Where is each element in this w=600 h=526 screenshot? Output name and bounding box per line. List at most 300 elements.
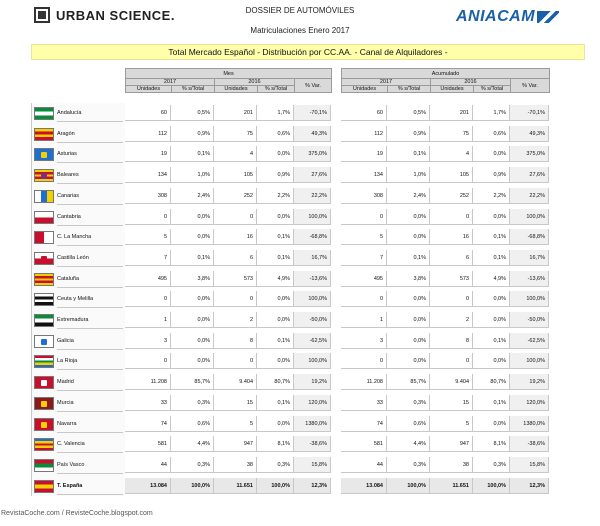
region-name: Aragón (57, 126, 123, 143)
acu-cell-ap16: 0,1% (473, 395, 510, 411)
mes-cells (125, 374, 331, 390)
mes-cell-u16: 4 (214, 146, 257, 162)
acu-cell-au16: 4 (430, 146, 473, 162)
region-name: Madrid (57, 374, 123, 391)
acu-year-2016: 2016 (431, 79, 511, 86)
table-row (0, 207, 600, 227)
acu-cell-au17: 581 (341, 436, 387, 452)
table-row (0, 414, 600, 434)
acu-cell-au16: 201 (430, 105, 473, 121)
region-name: Galicia (57, 333, 123, 350)
mes-cell-u17: 19 (125, 146, 171, 162)
panel-mes-title: Mes (126, 69, 332, 79)
acu-cell-au16: 11.651 (430, 478, 473, 494)
mes-cells (125, 105, 331, 121)
region-name: Navarra (57, 416, 123, 433)
mes-cell-p16: 80,7% (257, 374, 294, 390)
acu-cell-au17: 0 (341, 291, 387, 307)
table-row (0, 476, 600, 496)
acu-pct-2016-header: % s/Total (474, 86, 511, 93)
mes-cell-u16: 105 (214, 167, 257, 183)
acu-cell-au16: 38 (430, 457, 473, 473)
acu-cell-ap17: 85,7% (387, 374, 430, 390)
table-row (0, 455, 600, 475)
acu-cells (341, 353, 549, 369)
flag-emblem-icon (41, 422, 47, 428)
acu-cell-ap16: 0,1% (473, 229, 510, 245)
region-flag-icon (34, 293, 54, 306)
acu-cell-au16: 105 (430, 167, 473, 183)
acu-cell-au17: 60 (341, 105, 387, 121)
mes-cell-u16: 9.404 (214, 374, 257, 390)
acu-cells (341, 209, 549, 225)
table-row (0, 331, 600, 351)
mes-cells (125, 353, 331, 369)
acu-cell-ap16: 0,0% (473, 209, 510, 225)
mes-cells (125, 229, 331, 245)
acu-cell-au17: 0 (341, 209, 387, 225)
acu-cell-au17: 112 (341, 126, 387, 142)
mes-cell-u16: 6 (214, 250, 257, 266)
mes-cells (125, 436, 331, 452)
region-flag-icon (34, 190, 54, 203)
acu-cell-ap17: 0,0% (387, 353, 430, 369)
acu-cell-ap16: 8,1% (473, 436, 510, 452)
region-flag-icon (34, 252, 54, 265)
mes-cell-p17: 0,1% (171, 250, 214, 266)
acu-cell-au17: 308 (341, 188, 387, 204)
acu-pct-2017-header: % s/Total (388, 86, 431, 93)
region-name: C. La Mancha (57, 229, 123, 246)
acu-cells (341, 374, 549, 390)
mes-cell-u16: 8 (214, 333, 257, 349)
acu-cell-ap16: 0,0% (473, 353, 510, 369)
acu-cell-au16: 0 (430, 291, 473, 307)
region-name: Castilla León (57, 250, 123, 267)
mes-cell-p16: 0,0% (257, 312, 294, 328)
table-row (0, 186, 600, 206)
region-name: T. España (57, 478, 123, 495)
mes-cell-u16: 0 (214, 353, 257, 369)
mes-cell-p16: 0,1% (257, 229, 294, 245)
panel-mes-header (125, 68, 331, 93)
acu-cell-avar: -50,0% (510, 312, 549, 328)
mes-cell-u16: 11.651 (214, 478, 257, 494)
acu-cell-ap17: 0,3% (387, 457, 430, 473)
mes-cell-u17: 1 (125, 312, 171, 328)
acu-cell-avar: 19,2% (510, 374, 549, 390)
acu-cell-avar: 27,6% (510, 167, 549, 183)
region-name: Baleares (57, 167, 123, 184)
acu-cell-ap17: 0,9% (387, 126, 430, 142)
mes-cell-var: 100,0% (294, 209, 331, 225)
mes-cell-u17: 3 (125, 333, 171, 349)
acu-cell-au16: 8 (430, 333, 473, 349)
acu-cell-ap16: 0,0% (473, 291, 510, 307)
acu-cell-ap17: 0,0% (387, 333, 430, 349)
flag-emblem-icon (41, 256, 47, 262)
mes-cell-p17: 0,1% (171, 146, 214, 162)
acu-cell-au16: 947 (430, 436, 473, 452)
mes-cell-p17: 85,7% (171, 374, 214, 390)
acu-cells (341, 229, 549, 245)
acu-cell-avar: 100,0% (510, 291, 549, 307)
mes-cell-p16: 0,1% (257, 333, 294, 349)
flag-emblem-icon (41, 152, 47, 158)
mes-cell-var: -62,5% (294, 333, 331, 349)
mes-unidades-2017-header: Unidades (126, 86, 172, 93)
mes-cell-var: 1380,0% (294, 416, 331, 432)
mes-cell-var: 120,0% (294, 395, 331, 411)
acu-cell-ap17: 0,0% (387, 312, 430, 328)
region-flag-icon (34, 335, 54, 348)
acu-cell-au17: 19 (341, 146, 387, 162)
acu-cells (341, 478, 549, 494)
mes-cell-p16: 0,0% (257, 416, 294, 432)
mes-cell-p16: 2,2% (257, 188, 294, 204)
acu-cell-ap17: 3,8% (387, 271, 430, 287)
acu-cells (341, 395, 549, 411)
acu-cell-au16: 0 (430, 209, 473, 225)
mes-cell-p16: 0,0% (257, 291, 294, 307)
acu-cell-ap17: 100,0% (387, 478, 430, 494)
acu-cell-avar: 120,0% (510, 395, 549, 411)
table-row (0, 144, 600, 164)
acu-cell-au16: 252 (430, 188, 473, 204)
mes-cell-p17: 100,0% (171, 478, 214, 494)
mes-cell-u16: 16 (214, 229, 257, 245)
acu-cell-au17: 13.084 (341, 478, 387, 494)
acu-cells (341, 271, 549, 287)
acu-cell-ap16: 1,7% (473, 105, 510, 121)
acu-cell-au16: 6 (430, 250, 473, 266)
region-flag-icon (34, 480, 54, 493)
table-row (0, 434, 600, 454)
mes-cell-p16: 4,9% (257, 271, 294, 287)
region-flag-icon (34, 148, 54, 161)
acu-cells (341, 291, 549, 307)
acu-cell-avar: -70,1% (510, 105, 549, 121)
mes-cell-var: -70,1% (294, 105, 331, 121)
mes-cell-p16: 0,1% (257, 395, 294, 411)
mes-cell-var: 100,0% (294, 353, 331, 369)
region-flag-icon (34, 438, 54, 451)
region-flag-icon (34, 459, 54, 472)
mes-cell-u16: 0 (214, 209, 257, 225)
region-flag-icon (34, 128, 54, 141)
acu-cell-au16: 0 (430, 353, 473, 369)
mes-cell-p16: 0,9% (257, 167, 294, 183)
mes-cell-u16: 201 (214, 105, 257, 121)
mes-cell-u17: 0 (125, 353, 171, 369)
mes-cells (125, 416, 331, 432)
region-name: Murcia (57, 395, 123, 412)
acu-cell-avar: -68,8% (510, 229, 549, 245)
region-name: Canarias (57, 188, 123, 205)
acu-cell-au17: 1 (341, 312, 387, 328)
region-flag-icon (34, 418, 54, 431)
acu-cell-au17: 7 (341, 250, 387, 266)
mes-cell-var: 375,0% (294, 146, 331, 162)
mes-cells (125, 291, 331, 307)
acu-cell-avar: 22,2% (510, 188, 549, 204)
mes-cells (125, 188, 331, 204)
mes-cell-p17: 0,0% (171, 229, 214, 245)
table-row (0, 103, 600, 123)
acu-cell-au16: 2 (430, 312, 473, 328)
aniacam-logo-text: ANIACAM (456, 8, 536, 25)
mes-pct-2017-header: % s/Total (172, 86, 215, 93)
region-name: Cataluña (57, 271, 123, 288)
mes-cell-u16: 573 (214, 271, 257, 287)
region-name: Cantabria (57, 209, 123, 226)
acu-cell-ap17: 0,0% (387, 291, 430, 307)
acu-cell-au16: 75 (430, 126, 473, 142)
mes-cell-u17: 44 (125, 457, 171, 473)
mes-cell-u17: 0 (125, 209, 171, 225)
acu-cell-avar: 100,0% (510, 209, 549, 225)
mes-var-header: % Var. (295, 79, 332, 93)
mes-cells (125, 126, 331, 142)
mes-cell-p16: 8,1% (257, 436, 294, 452)
acu-cell-ap16: 0,0% (473, 146, 510, 162)
mes-cell-u16: 38 (214, 457, 257, 473)
region-name: Asturias (57, 146, 123, 163)
acu-cell-ap16: 100,0% (473, 478, 510, 494)
mes-cell-p17: 2,4% (171, 188, 214, 204)
mes-unidades-2016-header: Unidades (215, 86, 258, 93)
region-name: C. Valencia (57, 436, 123, 453)
acu-cell-au16: 16 (430, 229, 473, 245)
mes-cell-p17: 0,9% (171, 126, 214, 142)
acu-cell-ap16: 0,3% (473, 457, 510, 473)
mes-cell-var: 16,7% (294, 250, 331, 266)
acu-cell-ap16: 0,9% (473, 167, 510, 183)
mes-cell-p17: 0,6% (171, 416, 214, 432)
mes-cells (125, 167, 331, 183)
acu-cells (341, 250, 549, 266)
mes-cell-var: -38,6% (294, 436, 331, 452)
acu-cell-ap16: 0,1% (473, 250, 510, 266)
mes-cell-p16: 0,6% (257, 126, 294, 142)
table-row (0, 310, 600, 330)
mes-cells (125, 250, 331, 266)
mes-cell-p17: 0,5% (171, 105, 214, 121)
acu-cells (341, 105, 549, 121)
mes-cell-u17: 581 (125, 436, 171, 452)
mes-cell-u16: 75 (214, 126, 257, 142)
table-row (0, 248, 600, 268)
acu-cell-au16: 15 (430, 395, 473, 411)
mes-cells (125, 395, 331, 411)
mes-cell-p17: 0,0% (171, 209, 214, 225)
mes-cell-var: 19,2% (294, 374, 331, 390)
panel-acumulado-title: Acumulado (342, 69, 550, 79)
acu-cell-avar: -13,6% (510, 271, 549, 287)
acu-cell-au17: 11.208 (341, 374, 387, 390)
acu-cell-avar: 15,8% (510, 457, 549, 473)
acu-cell-ap17: 2,4% (387, 188, 430, 204)
mes-cell-u17: 13.084 (125, 478, 171, 494)
acu-cell-au16: 9.404 (430, 374, 473, 390)
acu-cell-au16: 573 (430, 271, 473, 287)
mes-cell-u17: 112 (125, 126, 171, 142)
mes-cell-u17: 308 (125, 188, 171, 204)
mes-cell-p16: 0,0% (257, 209, 294, 225)
acu-cell-ap16: 0,6% (473, 126, 510, 142)
acu-cell-ap17: 1,0% (387, 167, 430, 183)
mes-cell-p16: 0,1% (257, 250, 294, 266)
acu-cell-au17: 33 (341, 395, 387, 411)
mes-cells (125, 209, 331, 225)
acu-cell-ap16: 0,0% (473, 312, 510, 328)
acu-cell-avar: -38,6% (510, 436, 549, 452)
acu-cells (341, 188, 549, 204)
mes-cells (125, 478, 331, 494)
acu-unidades-2016-header: Unidades (431, 86, 474, 93)
acu-cell-ap17: 0,1% (387, 250, 430, 266)
mes-cell-u17: 0 (125, 291, 171, 307)
region-flag-icon (34, 355, 54, 368)
flag-emblem-icon (41, 401, 47, 407)
region-flag-icon (34, 211, 54, 224)
urban-science-logo-text: URBAN SCIENCE. (56, 7, 175, 23)
mes-cell-p17: 0,0% (171, 353, 214, 369)
mes-cells (125, 333, 331, 349)
mes-cell-u17: 134 (125, 167, 171, 183)
acu-cells (341, 146, 549, 162)
mes-cell-var: 22,2% (294, 188, 331, 204)
acu-cell-ap16: 0,0% (473, 416, 510, 432)
mes-cell-var: 49,3% (294, 126, 331, 142)
acu-cell-ap17: 0,0% (387, 209, 430, 225)
acu-cells (341, 167, 549, 183)
region-flag-icon (34, 107, 54, 120)
acu-cell-au17: 44 (341, 457, 387, 473)
mes-cell-u17: 5 (125, 229, 171, 245)
mes-cell-p17: 0,3% (171, 457, 214, 473)
mes-cell-u16: 252 (214, 188, 257, 204)
mes-cell-u17: 33 (125, 395, 171, 411)
aniacam-wing-icon (537, 11, 559, 23)
acu-cell-au17: 74 (341, 416, 387, 432)
mes-cell-u17: 495 (125, 271, 171, 287)
region-flag-icon (34, 169, 54, 182)
footer-credit: RevistaCoche.com / RevisteCoche.blogspot.com (1, 510, 153, 517)
mes-cell-u16: 0 (214, 291, 257, 307)
mes-cell-u17: 11.208 (125, 374, 171, 390)
mes-cell-var: -50,0% (294, 312, 331, 328)
mes-cell-p17: 0,3% (171, 395, 214, 411)
panel-acumulado-header (341, 68, 549, 93)
region-flag-icon (34, 273, 54, 286)
mes-cells (125, 271, 331, 287)
region-name: Ceuta y Melilla (57, 291, 123, 308)
acu-cell-au16: 5 (430, 416, 473, 432)
mes-cell-var: 100,0% (294, 291, 331, 307)
mes-cell-p17: 1,0% (171, 167, 214, 183)
mes-cell-var: -68,8% (294, 229, 331, 245)
acu-cells (341, 416, 549, 432)
mes-cell-p17: 4,4% (171, 436, 214, 452)
acu-cell-avar: 375,0% (510, 146, 549, 162)
mes-cell-u16: 5 (214, 416, 257, 432)
table-row (0, 124, 600, 144)
mes-year-2017: 2017 (126, 79, 215, 86)
aniacam-logo (456, 8, 559, 26)
acu-cell-ap16: 4,9% (473, 271, 510, 287)
acu-cell-ap17: 0,1% (387, 146, 430, 162)
header (0, 0, 600, 44)
acu-cell-avar: 16,7% (510, 250, 549, 266)
acu-cell-avar: -62,5% (510, 333, 549, 349)
mes-cell-p17: 3,8% (171, 271, 214, 287)
region-name: Andalucía (57, 105, 123, 122)
acu-var-header: % Var. (511, 79, 550, 93)
region-flag-icon (34, 314, 54, 327)
mes-cells (125, 312, 331, 328)
mes-cell-u16: 947 (214, 436, 257, 452)
mes-cell-u16: 2 (214, 312, 257, 328)
flag-emblem-icon (41, 339, 47, 345)
table-row (0, 165, 600, 185)
acu-unidades-2017-header: Unidades (342, 86, 388, 93)
mes-cell-p17: 0,0% (171, 333, 214, 349)
table-row (0, 393, 600, 413)
dossier-title: DOSSIER DE AUTOMÓVILES (245, 6, 355, 15)
mes-cell-var: 27,6% (294, 167, 331, 183)
mes-cell-p16: 0,0% (257, 353, 294, 369)
table-row (0, 372, 600, 392)
acu-cell-ap17: 0,6% (387, 416, 430, 432)
mes-cell-var: 15,8% (294, 457, 331, 473)
mes-cell-p16: 0,3% (257, 457, 294, 473)
mes-year-2016: 2016 (215, 79, 295, 86)
mes-cell-p16: 1,7% (257, 105, 294, 121)
acu-cell-avar: 12,3% (510, 478, 549, 494)
table-row (0, 351, 600, 371)
region-flag-icon (34, 397, 54, 410)
report-title: Total Mercado Español - Distribución por CC.AA. - Canal de Alquiladores - (31, 44, 585, 60)
acu-cell-ap17: 0,0% (387, 229, 430, 245)
flag-emblem-icon (41, 380, 47, 386)
acu-cells (341, 126, 549, 142)
table-row (0, 289, 600, 309)
flag-emblem-icon (41, 173, 47, 179)
acu-cell-ap17: 4,4% (387, 436, 430, 452)
acu-cell-avar: 1380,0% (510, 416, 549, 432)
mes-cells (125, 457, 331, 473)
acu-cell-avar: 100,0% (510, 353, 549, 369)
acu-cells (341, 436, 549, 452)
acu-cell-ap17: 0,5% (387, 105, 430, 121)
region-name: La Rioja (57, 353, 123, 370)
mes-cell-u17: 7 (125, 250, 171, 266)
acu-cell-ap17: 0,3% (387, 395, 430, 411)
acu-year-2017: 2017 (342, 79, 431, 86)
mes-pct-2016-header: % s/Total (258, 86, 295, 93)
mes-cell-u17: 60 (125, 105, 171, 121)
acu-cell-ap16: 0,1% (473, 333, 510, 349)
mes-cell-p16: 0,0% (257, 146, 294, 162)
mes-cell-u16: 15 (214, 395, 257, 411)
mes-cell-var: -13,6% (294, 271, 331, 287)
acu-cell-au17: 5 (341, 229, 387, 245)
acu-cell-au17: 3 (341, 333, 387, 349)
mes-cell-p16: 100,0% (257, 478, 294, 494)
region-flag-icon (34, 231, 54, 244)
mes-cell-p17: 0,0% (171, 312, 214, 328)
